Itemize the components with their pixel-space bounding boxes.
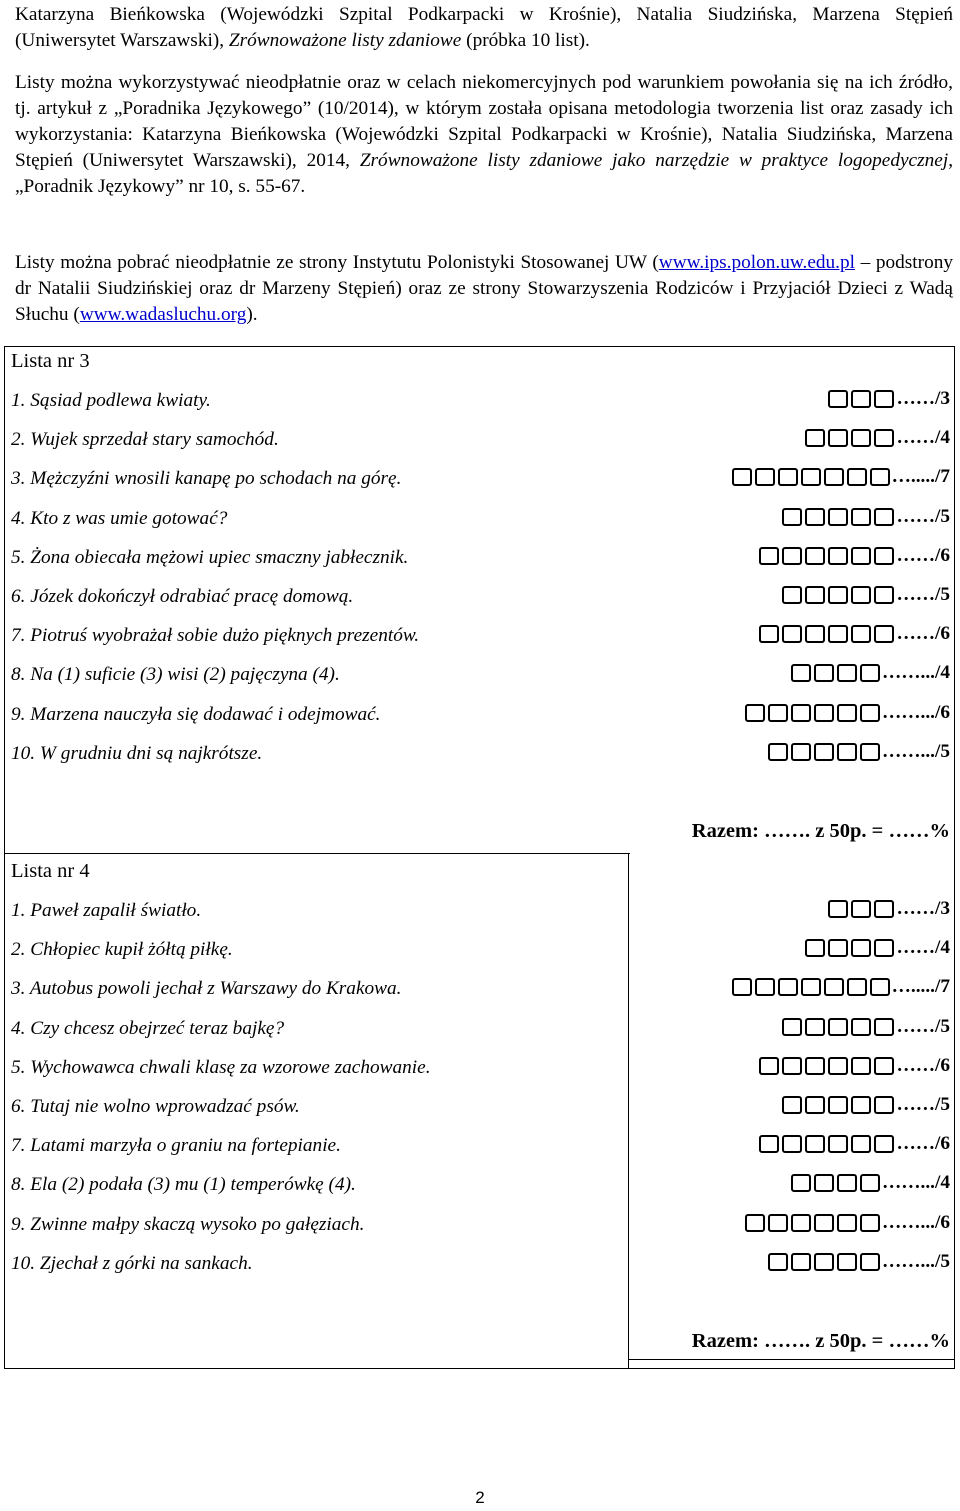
word-score [782,506,950,528]
word-boxes [828,390,894,408]
word-score [759,1133,950,1155]
table-divider [628,1359,955,1360]
word-score [782,1094,950,1116]
word-score [759,1055,950,1077]
word-score [791,662,950,684]
checkbox-square[interactable] [759,1057,779,1075]
checkbox-square[interactable] [874,1018,894,1036]
checkbox-square[interactable] [837,743,857,761]
checkbox-square[interactable] [814,1253,834,1271]
word-boxes [732,978,890,996]
score-text: ……/6 [896,1054,950,1076]
checkbox-square[interactable] [745,1214,765,1232]
checkbox-square[interactable] [791,743,811,761]
checkbox-square[interactable] [828,1018,848,1036]
sentence-item: 3. Mężczyźni wnosili kanapę po schodach na górę. [11,468,402,490]
intro-text: ). [246,304,258,325]
checkbox-square[interactable] [851,586,871,604]
word-boxes [759,625,894,643]
word-boxes [782,1096,894,1114]
checkbox-square[interactable] [782,1018,802,1036]
sentence-item: 6. Józek dokończył odrabiać pracę domową. [11,586,354,607]
checkbox-square[interactable] [851,900,871,918]
checkbox-square[interactable] [874,1057,894,1075]
list-3-title: Lista nr 3 [11,350,90,372]
checkbox-square[interactable] [782,508,802,526]
article-title-italic: Zrównoważone listy zdaniowe jako narzędzie w praktyce logopedycznej [359,150,949,171]
word-boxes [782,586,894,604]
checkbox-square[interactable] [768,704,788,722]
word-boxes [759,1057,894,1075]
checkbox-square[interactable] [814,704,834,722]
word-score [782,1016,950,1038]
word-boxes [759,1135,894,1153]
score-text: …….../6 [881,1211,950,1233]
checkbox-square[interactable] [732,468,752,486]
checkbox-square[interactable] [824,468,844,486]
checkbox-square[interactable] [860,664,880,682]
list-4-total: Razem: ……. z 50p. = ……% [691,1330,950,1352]
checkbox-square[interactable] [828,625,848,643]
checkbox-square[interactable] [805,586,825,604]
score-text: …...../7 [891,466,950,488]
checkbox-square[interactable] [782,1057,802,1075]
checkbox-square[interactable] [755,978,775,996]
checkbox-square[interactable] [860,1253,880,1271]
checkbox-square[interactable] [851,390,871,408]
checkbox-square[interactable] [851,625,871,643]
wadasluchu-link[interactable]: www.wadasluchu.org [79,304,247,325]
checkbox-square[interactable] [782,586,802,604]
checkbox-square[interactable] [837,664,857,682]
word-score [745,702,950,724]
score-text: ……/4 [896,937,950,959]
checkbox-square[interactable] [828,939,848,957]
checkbox-square[interactable] [874,1096,894,1114]
checkbox-square[interactable] [805,1057,825,1075]
checkbox-square[interactable] [837,1214,857,1232]
checkbox-square[interactable] [851,939,871,957]
word-score [768,741,950,763]
checkbox-square[interactable] [851,1057,871,1075]
sentence-item: 5. Żona obiecała mężowi upiec smaczny jabłecznik. [11,546,409,568]
list-4-title: Lista nr 4 [11,860,90,882]
checkbox-square[interactable] [860,1174,880,1192]
checkbox-square[interactable] [851,429,871,447]
checkbox-square[interactable] [851,1096,871,1114]
checkbox-square[interactable] [860,1214,880,1232]
intro-paragraph-1 [15,2,953,54]
word-score [732,976,950,998]
sentence-item: 10. Zjechał z górki na sankach. [11,1252,253,1274]
checkbox-square[interactable] [791,664,811,682]
list-3-total: Razem: ……. z 50p. = ……% [691,820,950,842]
checkbox-square[interactable] [874,429,894,447]
checkbox-square[interactable] [828,1135,848,1153]
checkbox-square[interactable] [828,1096,848,1114]
score-text: ……/6 [896,544,950,566]
score-text: ……/4 [896,427,950,449]
word-score [732,466,950,488]
word-boxes [805,939,894,957]
word-boxes [745,704,880,722]
sentence-item: 8. Na (1) suficie (3) wisi (2) pajęczyna (4). [11,664,340,686]
checkbox-square[interactable] [874,547,894,565]
checkbox-square[interactable] [851,508,871,526]
score-text: …...../7 [891,976,950,998]
checkbox-square[interactable] [828,547,848,565]
checkbox-square[interactable] [782,1135,802,1153]
sentence-item: 5. Wychowawca chwali klasę za wzorowe zachowanie. [11,1056,431,1078]
checkbox-square[interactable] [805,625,825,643]
word-boxes [805,429,894,447]
checkbox-square[interactable] [870,468,890,486]
checkbox-square[interactable] [828,429,848,447]
sentence-item: 1. Paweł zapalił światło. [11,900,202,921]
checkbox-square[interactable] [851,1135,871,1153]
intro-title-italic: Zrównoważone listy zdaniowe [228,30,462,51]
checkbox-square[interactable] [814,1214,834,1232]
intro-text: – podstrony dr Natalii Siudzińskiej oraz dr Marzeny Stępień) oraz ze strony Stowarzyszenia Rodziców i Przyjaciół Dzieci z Wadą Słuchu ( [15,252,953,325]
checkbox-square[interactable] [782,625,802,643]
word-boxes [782,1018,894,1036]
sentence-item: 6. Tutaj nie wolno wprowadzać psów. [11,1096,300,1117]
checkbox-square[interactable] [874,1135,894,1153]
checkbox-square[interactable] [851,1018,871,1036]
checkbox-square[interactable] [791,1214,811,1232]
checkbox-square[interactable] [805,429,825,447]
checkbox-square[interactable] [768,1214,788,1232]
score-text: …….../6 [881,701,950,723]
checkbox-square[interactable] [732,978,752,996]
intro-paragraph-2 [15,70,953,200]
checkbox-square[interactable] [805,1135,825,1153]
word-score [759,545,950,567]
checkbox-square[interactable] [847,978,867,996]
checkbox-square[interactable] [759,547,779,565]
sentence-item: 9. Marzena nauczyła się dodawać i odejmować. [11,703,381,725]
word-boxes [745,1214,880,1232]
checkbox-square[interactable] [768,1253,788,1271]
checkbox-square[interactable] [874,939,894,957]
score-text: …….../5 [881,740,950,762]
checkbox-square[interactable] [824,978,844,996]
score-text: ……/6 [896,623,950,645]
checkbox-square[interactable] [778,978,798,996]
checkbox-square[interactable] [791,1253,811,1271]
intro-text: (próbka 10 list). [461,30,590,51]
checkbox-square[interactable] [801,468,821,486]
checkbox-square[interactable] [828,508,848,526]
ips-link[interactable]: www.ips.polon.uw.edu.pl [658,252,855,273]
checkbox-square[interactable] [828,390,848,408]
checkbox-square[interactable] [814,1174,834,1192]
checkbox-square[interactable] [860,704,880,722]
score-text: …….../5 [881,1250,950,1272]
checkbox-square[interactable] [768,743,788,761]
sentence-item: 2. Wujek sprzedał stary samochód. [11,429,279,451]
intro-text: Listy można wykorzystywać nieodpłatnie oraz w celach niekomercyjnych pod warunkiem powołania się na ich źródło, tj. artykuł z „Poradnika Językowego” (10/2014), w którym została opisana metodologia tworzenia list oraz zasady ich wykorzystania: Katarzyna Bieńkowska (Wojewódzki Szpital Podkarpacki w Krośnie), Natalia Siudzińska, Marzena Stępień (Uniwersytet Warszawski), 2014, [15,72,953,171]
word-score [745,1212,950,1234]
score-text: …….../4 [881,1172,950,1194]
score-text: ……/5 [896,1015,950,1037]
checkbox-square[interactable] [860,743,880,761]
score-text: ……/5 [896,505,950,527]
intro-paragraph-3 [15,250,953,328]
checkbox-square[interactable] [814,664,834,682]
word-score [805,937,950,959]
score-text: ……/6 [896,1133,950,1155]
word-score [828,388,950,410]
checkbox-square[interactable] [851,547,871,565]
table-divider [628,853,629,1369]
checkbox-square[interactable] [805,939,825,957]
checkbox-square[interactable] [874,390,894,408]
checkbox-square[interactable] [778,468,798,486]
checkbox-square[interactable] [847,468,867,486]
checkbox-square[interactable] [874,900,894,918]
checkbox-square[interactable] [801,978,821,996]
checkbox-square[interactable] [745,704,765,722]
checkbox-square[interactable] [805,1018,825,1036]
score-text: ……/3 [896,898,950,919]
word-score [759,623,950,645]
score-text: …….../4 [881,662,950,684]
word-boxes [782,508,894,526]
checkbox-square[interactable] [837,1253,857,1271]
score-text: ……/3 [896,388,950,409]
word-boxes [768,743,880,761]
checkbox-square[interactable] [828,1057,848,1075]
score-text: ……/5 [896,1094,950,1115]
sentence-item: 2. Chłopiec kupił żółtą piłkę. [11,939,233,961]
word-boxes [759,547,894,565]
sentence-item: 4. Kto z was umie gotować? [11,507,228,529]
checkbox-square[interactable] [782,1096,802,1114]
checkbox-square[interactable] [791,704,811,722]
sentence-item: 9. Zwinne małpy skaczą wysoko po gałęziach. [11,1213,365,1235]
checkbox-square[interactable] [814,743,834,761]
checkbox-square[interactable] [805,1096,825,1114]
page-number: 2 [475,1488,485,1507]
word-score [768,1251,950,1273]
checkbox-square[interactable] [755,468,775,486]
checkbox-square[interactable] [791,1174,811,1192]
word-score [791,1172,950,1194]
checkbox-square[interactable] [828,900,848,918]
sentence-item: 3. Autobus powoli jechał z Warszawy do Krakowa. [11,978,402,1000]
sentence-item: 7. Piotruś wyobrażał sobie dużo pięknych prezentów. [11,625,420,647]
word-boxes [732,468,890,486]
intro-text: , „Poradnik Językowy” nr 10, s. 55-67. [15,150,954,197]
checkbox-square[interactable] [874,586,894,604]
checkbox-square[interactable] [759,1135,779,1153]
sentence-item: 10. W grudniu dni są najkrótsze. [11,742,263,764]
score-text: ……/5 [896,584,950,605]
word-score [782,584,950,606]
checkbox-square[interactable] [870,978,890,996]
word-boxes [768,1253,880,1271]
word-score [828,898,950,920]
word-boxes [828,900,894,918]
checkbox-square[interactable] [782,547,802,565]
word-boxes [791,664,880,682]
sentence-item: 4. Czy chcesz obejrzeć teraz bajkę? [11,1017,285,1039]
checkbox-square[interactable] [805,508,825,526]
sentence-item: 8. Ela (2) podała (3) mu (1) temperówkę (4). [11,1174,356,1196]
checkbox-square[interactable] [805,547,825,565]
table-divider [4,853,630,854]
checkbox-square[interactable] [874,508,894,526]
checkbox-square[interactable] [759,625,779,643]
checkbox-square[interactable] [828,586,848,604]
sentence-item: 7. Latami marzyła o graniu na fortepianie. [11,1135,341,1157]
intro-text: Katarzyna Bieńkowska (Wojewódzki Szpital Podkarpacki w Krośnie), Natalia Siudzińska, Marzena Stępień (Uniwersytet Warszawski), [15,4,953,51]
word-boxes [791,1174,880,1192]
checkbox-square[interactable] [874,625,894,643]
word-score [805,427,950,449]
intro-text: Listy można pobrać nieodpłatnie ze strony Instytutu Polonistyki Stosowanej UW ( [15,252,659,273]
sentence-item: 1. Sąsiad podlewa kwiaty. [11,390,211,411]
checkbox-square[interactable] [837,1174,857,1192]
checkbox-square[interactable] [837,704,857,722]
